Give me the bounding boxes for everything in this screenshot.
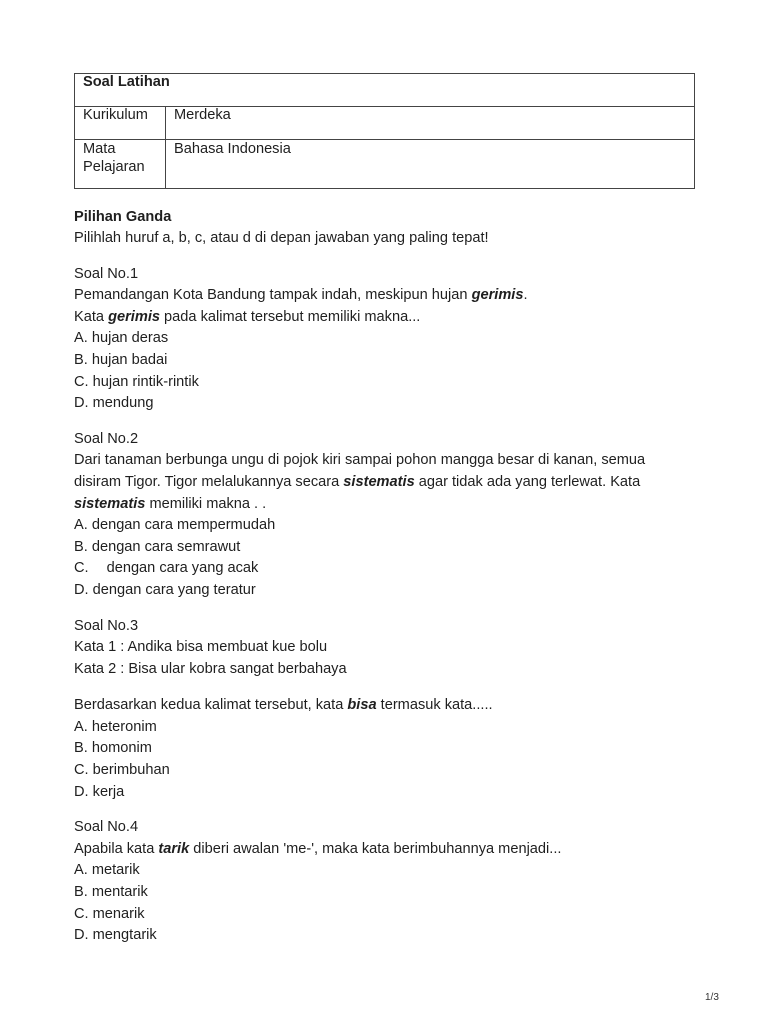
question-2 [74,429,696,602]
option-b: B. hujan badai [74,351,168,368]
option-c: C. dengan cara yang acak [74,560,259,577]
table-title: Soal Latihan [75,74,695,107]
question-3-title: Soal No.3 [74,617,139,634]
question-2-line2: disiram Tigor. Tigor melalukannya secara sistematis agar tidak ada yang terlewat. Kata [74,473,641,490]
kurikulum-value: Merdeka [166,107,695,140]
option-b: B. homonim [74,740,152,757]
page-number: 1/3 [705,992,719,1003]
info-table [74,73,695,189]
option-d: D. dengan cara yang teratur [74,581,256,598]
question-3-body [74,695,696,803]
option-c: C. menarik [74,905,145,922]
question-2-line1: Dari tanaman berbunga ungu di pojok kiri sampai pohon mangga besar di kanan, semua [74,452,646,469]
section-title: Pilihan Ganda [74,209,172,225]
option-d: D. mendung [74,395,154,412]
question-4-title: Soal No.4 [74,819,139,836]
question-1 [74,264,696,415]
option-a: A. hujan deras [74,330,169,347]
option-a: A. heteronim [74,718,157,735]
mata-pelajaran-label [75,140,166,189]
emphasis-word: gerimis [471,287,524,304]
option-b: B. mentarik [74,884,148,901]
question-2-title: Soal No.2 [74,430,139,447]
question-1-title: Soal No.1 [74,265,139,282]
emphasis-word: gerimis [108,308,160,325]
document-page [74,73,696,947]
option-c: C. hujan rintik-rintik [74,373,199,390]
option-a: A. metarik [74,862,140,879]
question-3-kata2: Kata 2 : Bisa ular kobra sangat berbahaya [74,660,347,677]
section-instruction: Pilihlah huruf a, b, c, atau d di depan jawaban yang paling tepat! [74,230,489,246]
kurikulum-label: Kurikulum [75,107,166,140]
question-2-line3: sistematis memiliki makna . . [74,495,267,512]
question-4 [74,817,696,947]
emphasis-word: bisa [347,697,377,714]
question-3 [74,616,696,681]
mata-pelajaran-label-line2: Pelajaran [83,159,145,175]
question-1-line2: Kata gerimis pada kalimat tersebut memiliki makna... [74,308,421,325]
emphasis-word: sistematis [74,495,146,512]
option-a: A. dengan cara mempermudah [74,517,276,534]
question-1-line1: Pemandangan Kota Bandung tampak indah, meskipun hujan gerimis. [74,287,528,304]
option-d: D. kerja [74,783,125,800]
option-b: B. dengan cara semrawut [74,538,241,555]
mata-pelajaran-label-line1: Mata [83,141,116,157]
question-3-prompt: Berdasarkan kedua kalimat tersebut, kata bisa termasuk kata..... [74,697,493,714]
emphasis-word: tarik [158,840,190,857]
question-3-kata1: Kata 1 : Andika bisa membuat kue bolu [74,639,328,656]
option-d: D. mengtarik [74,927,157,944]
mata-pelajaran-value: Bahasa Indonesia [166,140,695,189]
option-c: C. berimbuhan [74,762,170,779]
emphasis-word: sistematis [343,473,415,490]
question-4-prompt: Apabila kata tarik diberi awalan 'me-', maka kata berimbuhannya menjadi... [74,840,562,857]
